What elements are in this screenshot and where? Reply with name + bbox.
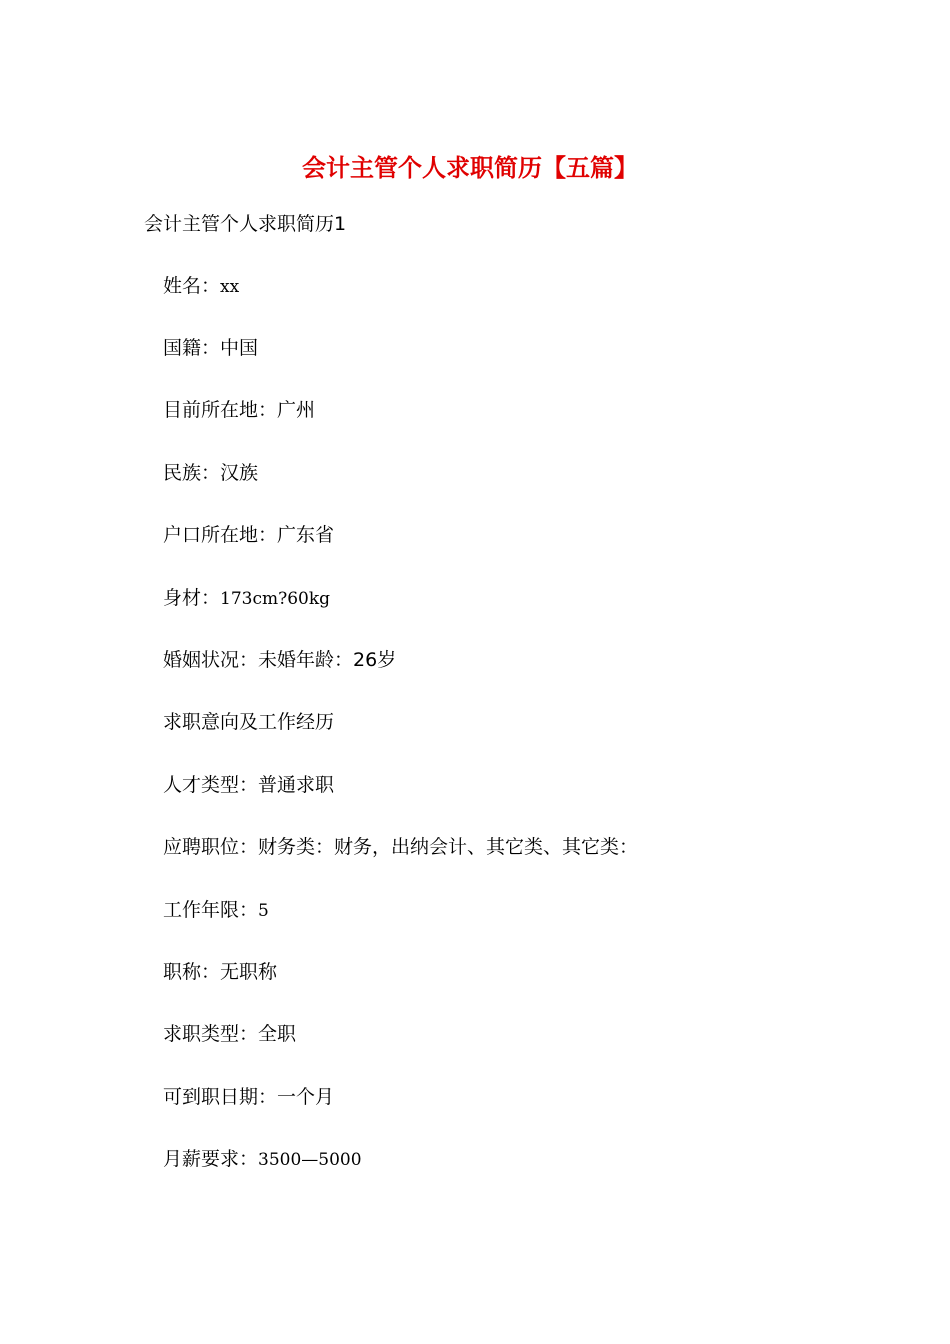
field-label: 婚姻状况： bbox=[163, 649, 259, 671]
field-current-location bbox=[163, 396, 315, 424]
field-value: 173cm?60kg bbox=[220, 589, 331, 609]
subsection-heading bbox=[163, 708, 334, 736]
field-label: 工作年限： bbox=[163, 899, 259, 921]
field-label: 应聘职位： bbox=[163, 836, 259, 858]
field-marital-status bbox=[163, 646, 396, 674]
field-label: 求职类型： bbox=[163, 1023, 259, 1045]
field-label: 月薪要求： bbox=[163, 1148, 259, 1170]
field-label: 目前所在地： bbox=[163, 399, 278, 421]
field-available-date bbox=[163, 1083, 334, 1111]
section-heading: 会计主管个人求职简历1 bbox=[144, 213, 347, 235]
field-value: 求职意向及工作经历 bbox=[163, 711, 335, 733]
field-value: 无职称 bbox=[220, 961, 278, 983]
field-talent-type bbox=[163, 771, 334, 799]
field-label: 人才类型： bbox=[163, 774, 259, 796]
field-value: 财务类：财务，出纳会计、其它类、其它类： bbox=[258, 836, 639, 858]
field-label: 可到职日期： bbox=[163, 1086, 278, 1108]
field-value: 一个月 bbox=[277, 1086, 335, 1108]
field-name bbox=[163, 272, 239, 301]
field-value: 未婚年龄：26岁 bbox=[258, 649, 397, 671]
field-label: 户口所在地： bbox=[163, 524, 278, 546]
field-height-weight bbox=[163, 584, 330, 613]
field-label: 国籍： bbox=[163, 337, 221, 359]
field-salary-requirement bbox=[163, 1145, 362, 1174]
document-title: 会计主管个人求职简历【五篇】 bbox=[302, 154, 638, 182]
field-professional-title bbox=[163, 958, 277, 986]
field-applied-position bbox=[163, 833, 638, 861]
field-ethnicity bbox=[163, 459, 258, 487]
field-value: 中国 bbox=[220, 337, 259, 359]
field-job-type bbox=[163, 1020, 296, 1048]
field-value: 普通求职 bbox=[258, 774, 335, 796]
field-value: 5 bbox=[258, 901, 269, 921]
field-nationality bbox=[163, 334, 258, 362]
field-value: 3500—5000 bbox=[258, 1150, 362, 1170]
field-value: xx bbox=[220, 277, 240, 297]
field-value: 广州 bbox=[277, 399, 316, 421]
field-value: 汉族 bbox=[220, 462, 259, 484]
field-label: 身材： bbox=[163, 587, 221, 609]
field-years-of-work bbox=[163, 896, 269, 925]
field-label: 民族： bbox=[163, 462, 221, 484]
field-household-registration bbox=[163, 521, 334, 549]
field-value: 广东省 bbox=[277, 524, 335, 546]
field-label: 姓名： bbox=[163, 275, 221, 297]
field-label: 职称： bbox=[163, 961, 221, 983]
field-value: 全职 bbox=[258, 1023, 297, 1045]
